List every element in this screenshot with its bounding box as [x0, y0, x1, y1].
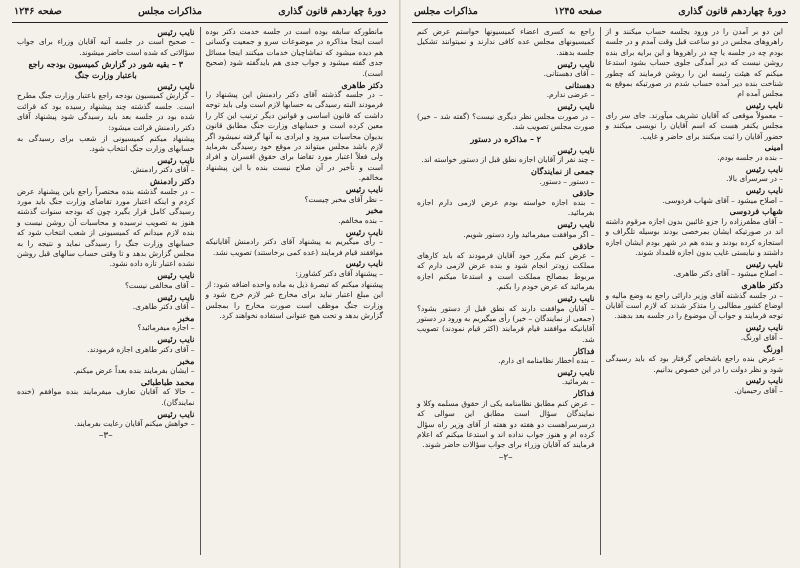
- paragraph: – آقای دکتر طاهری اجازه فرمودند.: [87, 344, 195, 354]
- paragraph: – گزارش کمیسیون بودجه راجع باعتبار وزارت جنگ مطرح است. جلسه گذشته چند پیشنهاد رسیده بود که قرائت شده بود در جلسه بعد باید رسیدگی شود پیشنهاد آقای دکتر رادمنش قرائت میشود:: [17, 91, 195, 132]
- paragraph: – آقای دکتر رادمنش.: [130, 165, 195, 175]
- paragraph: – عرض کنم مکرر خود آقایان فرمودند که باید کارهای مملکت زودتر انجام شود و بنده عرض لازمی دارم که مربوط بمصالح مملکت است و استدعا میکنم اجازه بفرمائید که عرض خودم را بکنم.: [417, 251, 595, 292]
- paragraph: – در سرسرای بالا.: [726, 174, 783, 184]
- paragraph: – آقای دهستانی.: [543, 69, 595, 79]
- header-session: دورهٔ چهاردهم قانون گذاری: [278, 6, 386, 17]
- page-gutter: [399, 0, 401, 568]
- speaker-name: مخبر: [177, 355, 195, 366]
- paragraph: – صحیح است در جلسه آتیه آقایان وزراء برای جواب سؤالاتی که شده است حاضر میشوند.: [17, 37, 195, 57]
- paragraph: – اصلاح میشود – آقای دکتر طاهری.: [673, 269, 783, 279]
- header-title: مذاکرات مجلس: [414, 6, 478, 17]
- speaker-name: مخبر: [366, 205, 383, 216]
- right-page-columns: [412, 27, 788, 555]
- paragraph: – بنده اجازه خواسته بودم عرض لازمی دارم اجازه بفرمائید.: [417, 198, 595, 218]
- speaker-name: نایب رئیس: [157, 81, 195, 92]
- page-footer-number: –۳–: [98, 431, 113, 442]
- paragraph: – آقای اورنگ.: [740, 332, 783, 342]
- paragraph: – آقای مظفرزاده را جزو غائبین بدون اجازه مرقوم داشته اند در صورتیکه ایشان بمرخصی بودند بوسیله تلگراف و استجازه کرده بودند و بنده هم در شهر بودم ایشان اجازه داشتند و نبایستی غایب بدون اجازه قلمداد شوند.: [605, 216, 783, 258]
- paragraph: – نظر آقای مخبر چیست؟: [304, 194, 383, 204]
- page-footer-number: –۲–: [498, 452, 513, 463]
- speaker-name: دکتر طاهری: [341, 79, 383, 90]
- paragraph: – در جلسه گذشته بنده مختصراً راجع باین پیشنهاد عرض کردم و اینکه اعتبار مورد تقاضای وزارت جنگ باید مورد رسیدگی کامل قرار بگیرد چون که بودجه سنوات گذشته هنوز به تصویب نرسیده و محاسبات آن روشن نیست و بنده لازم میدانم که کمیسیونی از شعب انتخاب شود که حسابهای وزارت جنگ را رسیدگی نماید و نتیجه را به مجلس گزارش بدهد و تا وقتی حساب سالهای قبل روشن نشده اعتبار تازه داده نشود.: [17, 186, 195, 269]
- speaker-name: نایب رئیس: [745, 375, 783, 386]
- left-page-columns: [12, 27, 388, 555]
- speaker-name: نایب رئیس: [557, 144, 595, 155]
- section-heading: ۳ – بقیه شور در گزارش کمیسیون بودجه راجع باعتبار وزارت جنگ: [28, 59, 184, 80]
- header-page-number: صفحه ۱۲۴۵: [554, 6, 602, 17]
- speaker-name: نایب رئیس: [557, 101, 595, 112]
- speaker-name: مخبر: [177, 312, 195, 323]
- paragraph: این دو بر آمدن را در ورود بجلسه حساب میکنند و از راهروهای مجلس در دو ساعت قبل وقت آمدم و در جلسه بودم چه در جلسه یا چه در راهروها و این برایه برای بنده روشن نیست که دیر آمدگی جلوی حساب بشود استدعا میکنم که هیئت رئیسه این را روشن فرمایند که چطور شناخت بنده دیر آمده حساب شدم در صورتیکه بموقع به مجلس آمده ام: [605, 27, 783, 99]
- paragraph: – اصلاح میشود – آقای شهاب فردوسی.: [662, 195, 783, 205]
- speaker-name: دهستانی: [565, 80, 595, 91]
- speaker-name: نایب رئیس: [557, 367, 595, 377]
- speaker-name: جمعی از نمایندگان: [531, 166, 595, 177]
- paragraph: – در جلسه گذشته آقای وزیر دارائی راجع به وضع مالیه و اوضاع کشور مطالبی را متذکر شدند که لازم است آقایان توجه فرمایند و جواب آن موضوع را در جلسه بعد بدهند.: [605, 290, 783, 321]
- header-session: دورهٔ چهاردهم قانون گذاری: [678, 6, 786, 17]
- paragraph: – بفرمائید.: [561, 377, 595, 387]
- right-page-header: [412, 6, 788, 23]
- speaker-name: دکتر رادمنش: [149, 176, 195, 187]
- speaker-name: نایب رئیس: [157, 154, 195, 165]
- speaker-name: نایب رئیس: [157, 408, 195, 419]
- speaker-name: امینی: [764, 142, 783, 153]
- speaker-name: نایب رئیس: [557, 293, 595, 304]
- paragraph: – اگر موافقت میفرمائید وارد دستور شویم.: [463, 229, 595, 239]
- speaker-name: شهاب فردوسی: [729, 206, 783, 217]
- speaker-name: فداکار: [573, 388, 595, 399]
- speaker-name: حاذقی: [572, 240, 595, 251]
- speaker-name: اورنگ: [763, 343, 783, 354]
- speaker-name: نایب رئیس: [157, 270, 195, 281]
- section-heading: ۲ – مذاکره در دستور: [470, 133, 542, 144]
- paragraph: راجع به کسری اعضاء کمیسیونها خواستم عرض کنم کمیسیونهای مجلس عده کافی ندارند و نمیتوانند تشکیل جلسه بدهند.: [417, 27, 595, 57]
- paragraph: – آقایان موافقت دارند که نطق قبل از دستور بشود؟ (جمعی از نمایندگان – خیر) رأی میگیریم به ورود در دستور آقایانیکه موافقند قیام فرمایند (اکثر قیام نمودند) تصویب شد.: [417, 303, 595, 344]
- speaker-name: نایب رئیس: [345, 258, 383, 269]
- paragraph: – حالا که آقایان تعارف میفرمایند بنده موافقم (خنده نمایندگان).: [17, 387, 195, 407]
- paragraph: – پیشنهاد آقای دکتر کشاورز:: [295, 268, 383, 278]
- paragraph: – بنده مخالفم.: [338, 215, 383, 225]
- speaker-name: نایب رئیس: [745, 258, 783, 269]
- paragraph: – عرض کنم مطابق نظامنامه یکی از حقوق مسلمه وکلا و نمایندگان سؤال است مطابق این سوالی که درسرسراهست دو هفته دو هفته از آقای وزیر راه سؤال کرده ام و هنوز جواب نداده اند و استدعا میکنم که اعلام فرمایند که آقایان وزراء برای جواب سؤالات حاضر شوند.: [417, 398, 595, 450]
- speaker-name: نایب رئیس: [157, 334, 195, 345]
- speaker-name: محمد طباطبائی: [140, 376, 195, 387]
- paragraph: – اجازه میفرمائید؟: [137, 323, 195, 333]
- paragraph: – در جلسه گذشته آقای دکتر رادمنش این پیشنهاد را فرمودند البته رسیدگی به حسابها لازم است ولی باید توجه داشت که قانون اساسی و قوانین دیگر ترتیب این کار را معین کرده است و حسابهای وزارت جنگ مطابق قانون بدیوان محاسبات میرود و ایرادی به آنها گرفته نمیشود اگر لازم باشد مجلس میتواند در موقع خود رسیدگی بفرماید ولی فعلاً اعتبار مورد تقاضا برای حقوق افسران و افراد است و تأخیر در آن صلاح نیست بنده با این پیشنهاد مخالفم.: [205, 89, 383, 183]
- speaker-name: نایب رئیس: [745, 100, 783, 111]
- paragraph: پیشنهاد میکنم که تبصرهٔ ذیل به ماده واحده اضافه شود: از این مبلغ اعتبار نباید برای مخارج غیر لازم خرج شود و وزارت جنگ موظف است صورت مخارج را بمجلس گزارش بدهد و تحت هیچ عنوانی استفاده نخواهند کرد.: [205, 279, 383, 320]
- text-column: [12, 27, 201, 555]
- speaker-name: نایب رئیس: [157, 27, 195, 37]
- speaker-name: نایب رئیس: [557, 219, 595, 230]
- paragraph: – رأی میگیریم به پیشنهاد آقای دکتر رادمنش آقایانیکه موافقند قیام فرمایند (عده کمی برخاستند) تصویب نشد.: [205, 237, 383, 257]
- paragraph: پیشنهاد میکنم کمیسیونی از شعب برای رسیدگی به حسابهای وزارت جنگ انتخاب شود.: [17, 133, 195, 153]
- paragraph: – آقای مخالفی نیست؟: [124, 280, 195, 290]
- speaker-name: فداکار: [573, 345, 595, 356]
- paragraph: – دستور – دستور.: [539, 176, 595, 186]
- speaker-name: حاذقی: [572, 187, 595, 198]
- paragraph: – چند نفر از آقایان اجازه نطق قبل از دستور خواسته اند.: [421, 155, 595, 165]
- paragraph: – معمولاً موقعی که آقایان تشریف میآورند. جای سر رای مجلس یکنفر هست که اسم آقایان را نویسی میکنند و حضور آقایان را ثبت میکنند برای حاضر و غایب.: [605, 110, 783, 141]
- paragraph: – عرضی ندارم.: [546, 90, 595, 100]
- paragraph: مانطورکه سابقه بوده است در جلسه خدمت دکتر بوده است اینجا مذاکره در موضوعات سرو و جمعیت وکسانی هم دیده میشود که تماشاچیان خدمات میکنند اینجا مسائل جدی گفته میشود و جواب جدی هم بایدگفته شود (صحیح است).: [205, 27, 383, 78]
- paragraph: – آقای رحیمیان.: [734, 385, 783, 395]
- speaker-name: نایب رئیس: [557, 58, 595, 69]
- paragraph: – خواهش میکنم آقایان رعایت بفرمایند.: [74, 419, 195, 429]
- paragraph: – در صورت مجلس نظر دیگری نیست؟ (گفته شد – خیر) صورت مجلس تصویب شد.: [417, 111, 595, 132]
- text-column: [412, 27, 601, 555]
- speaker-name: نایب رئیس: [345, 184, 383, 195]
- paragraph: – ایشان بفرمایند بنده بعداً عرض میکنم.: [73, 366, 195, 375]
- speaker-name: دکتر طاهری: [741, 280, 783, 291]
- right-page: [404, 0, 796, 568]
- speaker-name: نایب رئیس: [345, 226, 383, 237]
- header-title: مذاکرات مجلس: [138, 6, 202, 17]
- paragraph: – آقای دکتر طاهری.: [132, 302, 195, 312]
- header-page-number: صفحه ۱۲۴۶: [14, 6, 62, 17]
- speaker-name: نایب رئیس: [745, 322, 783, 333]
- text-column: [601, 27, 789, 555]
- speaker-name: نایب رئیس: [157, 291, 195, 302]
- speaker-name: نایب رئیس: [745, 185, 783, 196]
- text-column: [201, 27, 389, 555]
- paragraph: – بنده در جلسه بودم.: [717, 152, 783, 162]
- left-page-header: [12, 6, 388, 23]
- left-page: [4, 0, 396, 568]
- paragraph: – عرض بنده راجع باشخاص گرفتار بود که باید رسیدگی شود و نظر دولت را در این خصوص بدانیم.: [605, 354, 783, 374]
- speaker-name: نایب رئیس: [745, 163, 783, 174]
- paragraph: – بنده اخطار نظامنامه ای دارم.: [498, 356, 595, 366]
